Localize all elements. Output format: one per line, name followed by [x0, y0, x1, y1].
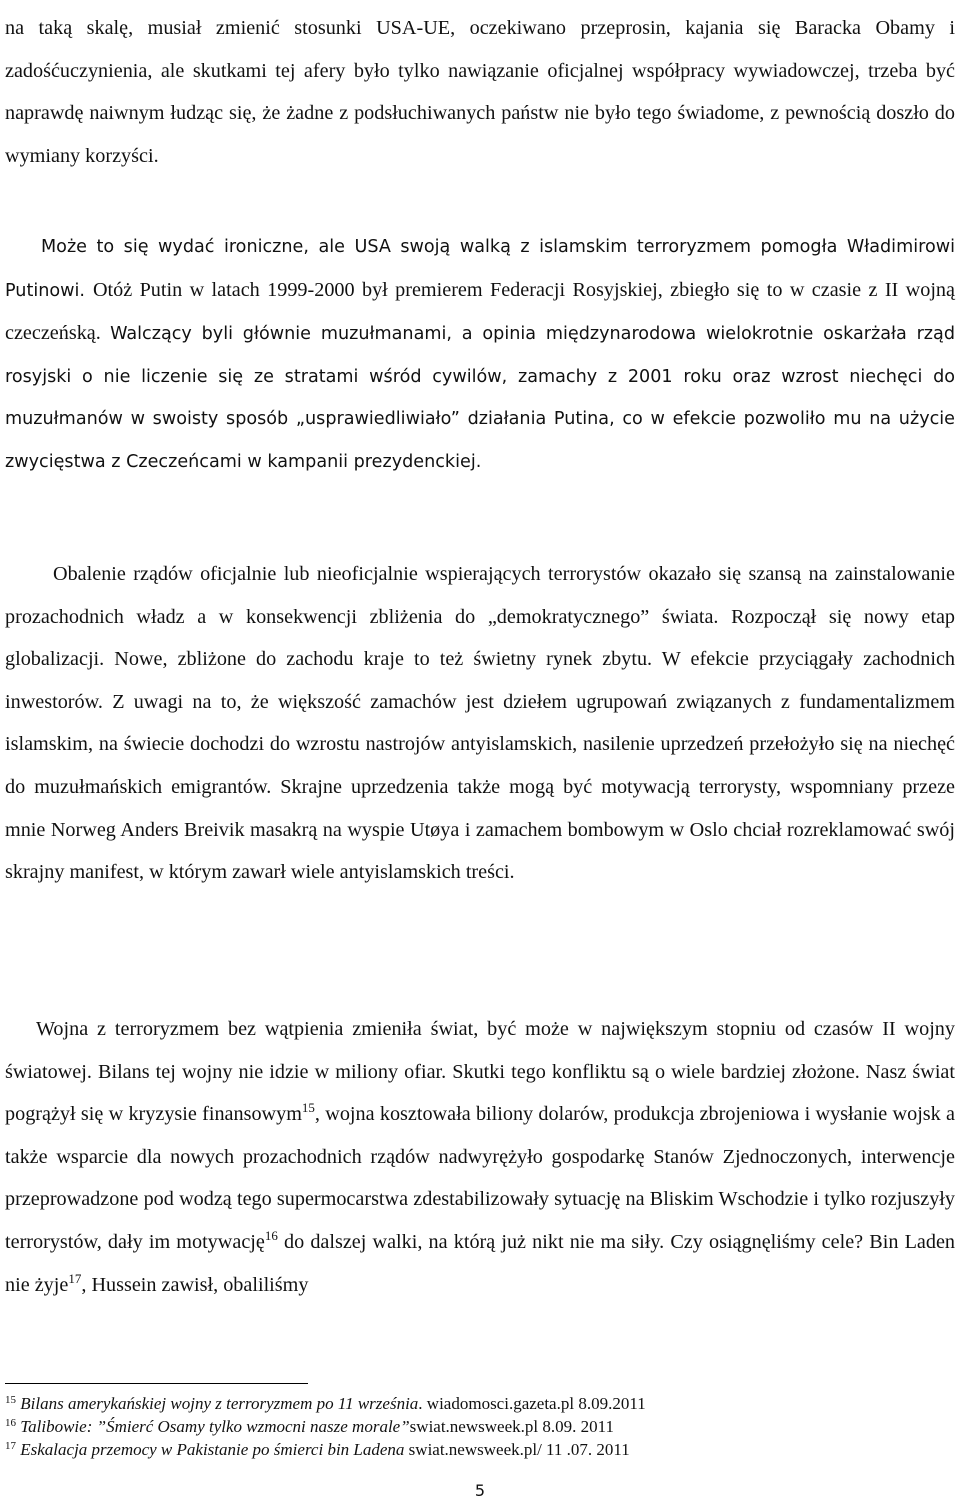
paragraph-4-text-c: do dalszej walki, na którą już nikt nie ma siły. Czy osiągnęliśmy cele? Bin Laden nie żyje	[5, 1230, 956, 1296]
footnote-title: Bilans amerykańskiej wojny z terroryzmem po 11 września	[20, 1394, 419, 1413]
paragraph-3-text: Obalenie rządów oficjalnie lub nieoficjalnie wspierających terrorystów okazało się szansą na zainstalowanie prozachodnich władz a w konsekwencji zbliżenia do „demokratycznego” świata. Rozpoczął się nowy etap globalizacji. Nowe, zbliżone do zachodu kraje to też świetny rynek zbytu. W efekcie przyciągały zachodnich inwestorów. Z uwagi na to, że większość zamachów jest dziełem ugrupowań związanych z fundamentalizmem islamskim, na świecie dochodzi do wzrostu nastrojów antyislamskich, nasilenie uprzedzeń przełożyło się na niechęć do muzułmańskich emigrantów. Skrajne uprzedzenia także mogą być motywacją terrorysty, wspomniany przeze mnie Norweg Anders Breivik masakrą na wyspie Utøya i zamachem bombowym w Oslo chciał rozreklamować swój skrajny manifest, w którym zawarł wiele antyislamskich treści.	[5, 563, 955, 884]
paragraph-4-text-d: , Hussein zawisł, obaliliśmy	[81, 1273, 309, 1296]
paragraph-2	[5, 226, 955, 484]
footnote-title: Eskalacja przemocy w Pakistanie po śmierci bin Ladena	[20, 1440, 405, 1459]
footnote-ref-15[interactable]: 15	[301, 1100, 315, 1116]
footnote-ref-17[interactable]: 17	[68, 1270, 82, 1286]
paragraph-4	[5, 1008, 955, 1306]
footnote-17	[5, 1439, 955, 1461]
footnote-separator	[5, 1383, 308, 1384]
footnote-15	[5, 1393, 955, 1415]
page-number: 5	[474, 1481, 486, 1500]
paragraph-2-sentence-1: Może to się wydać ironiczne, ale USA swoją walką z islamskim terroryzmem pomogła Władimirowi Putinowi.	[5, 237, 955, 301]
paragraph-4-text-a: Wojna z terroryzmem bez wątpienia zmieniła świat, być może w największym stopniu od czasów II wojny światowej. Bilans tej wojny nie idzie w miliony ofiar. Skutki tego konfliktu są o wiele bardziej złożone. Nasz świat pogrążył się w kryzysie finansowym	[5, 1018, 955, 1126]
footnote-number: 16	[5, 1417, 16, 1429]
footnote-number: 17	[5, 1440, 16, 1452]
paragraph-3	[5, 553, 955, 894]
paragraph-1-text: na taką skalę, musiał zmienić stosunki USA-UE, oczekiwano przeprosin, kajania się Baracka Obamy i zadośćuczynienia, ale skutkami tej afery było tylko nawiązanie oficjalnej współpracy wywiadowczej, trzeba być naprawdę naiwnym łudząc się, że żadne z podsłuchiwanych państw nie było tego świadome, z pewnością doszło do wymiany korzyści.	[5, 17, 955, 167]
footnote-ref-16[interactable]: 16	[264, 1227, 278, 1243]
footnote-title: Talibowie: ”Śmierć Osamy tylko wzmocni nasze morale”	[20, 1417, 410, 1436]
paragraph-1	[5, 7, 955, 177]
paragraph-2-sentence-2: Otóż Putin w latach 1999-2000 był premierem Federacji Rosyjskiej, zbiegło się to w czasie z II wojną czeczeńską.	[5, 278, 955, 345]
footnote-number: 15	[5, 1394, 16, 1406]
paragraph-4-text-b: , wojna kosztowała biliony dolarów, produkcja zbrojeniowa i wysłanie wojsk a także wsparcie dla nowych prozachodnich rządów nadwyrężyło gospodarkę Stanów Zjednoczonych, interwencje przeprowadzone pod wodzą tego supermocarstwa zdestabilizowały sytuację na Bliskim Wschodzie i tylko rozjuszyły terrorystów, dały im motywację	[5, 1103, 955, 1253]
footnote-source: swiat.newsweek.pl/ 11 .07. 2011	[404, 1440, 630, 1459]
paragraph-2-sentence-3: Walczący byli głównie muzułmanami, a opinia międzynarodowa wielokrotnie oskarżała rząd rosyjski o nie liczenie się ze stratami wśród cywilów, zamachy z 2001 roku oraz wzrost niechęci do muzułmanów w swoisty sposób „usprawiedliwiało” działania Putina, co w efekcie pozwoliło mu na użycie zwycięstwa z Czeczeńcami w kampanii prezydenckiej.	[5, 324, 955, 472]
footnote-source: swiat.newsweek.pl 8.09. 2011	[409, 1417, 614, 1436]
footnote-16	[5, 1416, 955, 1438]
footnote-source: . wiadomosci.gazeta.pl 8.09.2011	[418, 1394, 646, 1413]
